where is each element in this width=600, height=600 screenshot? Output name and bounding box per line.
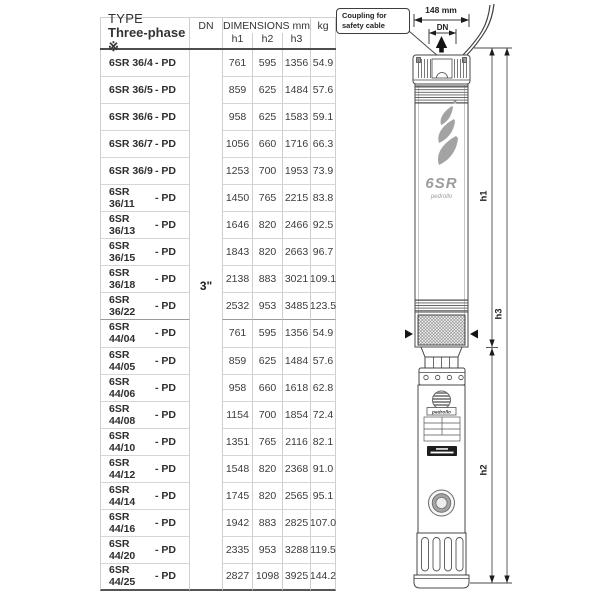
bolt-icon <box>436 375 440 379</box>
width-dimension-label: 148 mm <box>425 5 457 15</box>
h2-value: 765 <box>252 185 282 212</box>
kg-value: 107.0 <box>310 510 336 537</box>
h3-value: 2565 <box>282 483 310 510</box>
h3-value: 2368 <box>282 456 310 483</box>
pump-model-suffix: - PD <box>155 57 176 70</box>
pump-model-suffix: - PD <box>155 381 176 394</box>
h1-value: 1942 <box>222 510 252 537</box>
pump-model: 6SR 44/08 <box>109 402 136 427</box>
pump-model-suffix: - PD <box>155 408 176 421</box>
pump-model: 6SR 44/04 <box>109 321 136 346</box>
kg-value: 82.1 <box>310 429 336 456</box>
h2-value: 820 <box>252 239 282 266</box>
h3-value: 1484 <box>282 348 310 375</box>
h1-value: 1450 <box>222 185 252 212</box>
intake-arrow-right-icon <box>470 330 478 339</box>
kg-value: 83.8 <box>310 185 336 212</box>
h1-value: 1154 <box>222 402 252 429</box>
h2-value: 700 <box>252 158 282 185</box>
kg-value: 119.5 <box>310 537 336 564</box>
bolt-icon <box>459 375 463 379</box>
h2-value: 953 <box>252 537 282 564</box>
kg-value: 54.9 <box>310 50 336 77</box>
pump-model: 6SR 36/9 <box>109 165 153 178</box>
kg-value: 123.5 <box>310 293 336 320</box>
h1-value: 1351 <box>222 429 252 456</box>
pump-model: 6SR 36/11 <box>109 186 135 211</box>
pump-model: 6SR 36/15 <box>109 240 136 265</box>
pump-model-suffix: - PD <box>155 327 176 340</box>
motor-emblem-icon <box>433 391 451 409</box>
pump-model: 6SR 36/4 <box>109 57 153 70</box>
pump-model-suffix: - PD <box>155 138 176 151</box>
h1-value: 2138 <box>222 266 252 293</box>
bolt-icon <box>424 375 428 379</box>
h1-value: 2827 <box>222 564 252 591</box>
kg-value: 144.2 <box>310 564 336 591</box>
h1-column-header: h1 <box>222 33 252 48</box>
h2-value: 660 <box>252 375 282 402</box>
h3-value: 2663 <box>282 239 310 266</box>
pump-model: 6SR 44/16 <box>109 510 136 535</box>
pump-model-suffix: - PD <box>155 246 176 259</box>
pump-model-suffix: - PD <box>155 273 176 286</box>
h3-dimension-label: h3 <box>493 308 505 320</box>
h2-value: 625 <box>252 348 282 375</box>
pump-model: 6SR 44/12 <box>109 456 136 481</box>
h3-value: 1356 <box>282 50 310 77</box>
type-label: TYPE <box>108 11 144 26</box>
discharge-arrow-icon <box>436 36 447 53</box>
h2-value: 883 <box>252 510 282 537</box>
pump-model: 6SR 36/22 <box>109 294 136 319</box>
pump-model-suffix: - PD <box>155 570 176 583</box>
h1-value: 1253 <box>222 158 252 185</box>
h2-value: 883 <box>252 266 282 293</box>
dn-column-header: DN <box>198 20 214 32</box>
h1-value: 761 <box>222 320 252 347</box>
height-dimensions <box>470 48 512 583</box>
pump-model-suffix: - PD <box>155 165 176 178</box>
warning-label <box>427 446 457 456</box>
kg-value: 109.1 <box>310 266 336 293</box>
pump-model: 6SR 36/13 <box>109 213 136 238</box>
pump-model: 6SR 44/10 <box>109 429 136 454</box>
kg-value: 57.6 <box>310 348 336 375</box>
h1-value: 958 <box>222 104 252 131</box>
h2-value: 595 <box>252 50 282 77</box>
coupling-note: Coupling for safety cable <box>336 8 410 34</box>
pump-model: 6SR 36/6 <box>109 111 153 124</box>
pump-model-suffix: - PD <box>155 192 176 205</box>
h2-value: 660 <box>252 131 282 158</box>
kg-value: 96.7 <box>310 239 336 266</box>
h2-value: 820 <box>252 456 282 483</box>
brand-logo-text: pedrollo <box>430 194 453 200</box>
pump-model-suffix: - PD <box>155 219 176 232</box>
h2-column-header: h2 <box>252 33 282 48</box>
h3-value: 1583 <box>282 104 310 131</box>
h2-value: 625 <box>252 104 282 131</box>
h3-value: 3925 <box>282 564 310 591</box>
pump-model: 6SR 44/06 <box>109 375 136 400</box>
h3-column-header: h3 <box>282 33 310 48</box>
h1-value: 1745 <box>222 483 252 510</box>
kg-value: 72.4 <box>310 402 336 429</box>
h2-dimension-label: h2 <box>478 464 490 476</box>
kg-column-header: kg <box>310 18 336 48</box>
inlet-port <box>429 490 455 516</box>
vent-slot <box>456 538 463 572</box>
h3-value: 3288 <box>282 537 310 564</box>
h1-value: 761 <box>222 50 252 77</box>
dn-dimension-label: DN <box>436 23 449 32</box>
vent-slot <box>433 538 440 572</box>
h3-value: 2215 <box>282 185 310 212</box>
pump-model-suffix: - PD <box>155 300 176 313</box>
h3-value: 2116 <box>282 429 310 456</box>
motor-nameplate <box>424 417 460 441</box>
pump-model-suffix: - PD <box>155 543 176 556</box>
h3-value: 1716 <box>282 131 310 158</box>
h1-value: 958 <box>222 375 252 402</box>
h1-value: 1548 <box>222 456 252 483</box>
pump-model-suffix: - PD <box>155 462 176 475</box>
kg-value: 59.1 <box>310 104 336 131</box>
h1-value: 859 <box>222 77 252 104</box>
kg-value: 54.9 <box>310 320 336 347</box>
h3-value: 1953 <box>282 158 310 185</box>
three-phase-label: Three-phase ※ <box>108 25 186 54</box>
kg-value: 91.0 <box>310 456 336 483</box>
h3-value: 2466 <box>282 212 310 239</box>
h1-value: 2532 <box>222 293 252 320</box>
pump-model-suffix: - PD <box>155 84 176 97</box>
vent-slot <box>422 538 429 572</box>
h2-value: 700 <box>252 402 282 429</box>
drop-cable <box>460 4 494 58</box>
motor-brand-text: pedrollo <box>432 410 451 416</box>
dimensions-column-header: DIMENSIONS mm <box>223 20 310 32</box>
kg-value: 62.8 <box>310 375 336 402</box>
h1-value: 1843 <box>222 239 252 266</box>
dn-value: 3" <box>190 279 222 293</box>
h3-value: 1618 <box>282 375 310 402</box>
h3-value: 1484 <box>282 77 310 104</box>
pump-model-suffix: - PD <box>155 354 176 367</box>
h1-value: 1056 <box>222 131 252 158</box>
h1-value: 2335 <box>222 537 252 564</box>
h1-value: 859 <box>222 348 252 375</box>
pump-model: 6SR 36/18 <box>109 267 136 292</box>
pump-model: 6SR 44/14 <box>109 483 136 508</box>
kg-value: 95.1 <box>310 483 336 510</box>
pump-model-suffix: - PD <box>155 435 176 448</box>
h2-value: 820 <box>252 212 282 239</box>
pump-model: 6SR 44/20 <box>109 537 136 562</box>
h2-value: 1098 <box>252 564 282 591</box>
pump-model-suffix: - PD <box>155 489 176 502</box>
intake-arrow-left-icon <box>405 330 413 339</box>
pump-model: 6SR 44/05 <box>109 348 136 373</box>
h3-value: 3485 <box>282 293 310 320</box>
h3-value: 1854 <box>282 402 310 429</box>
h1-value: 1646 <box>222 212 252 239</box>
pump-model-suffix: - PD <box>155 516 176 529</box>
h3-value: 2825 <box>282 510 310 537</box>
kg-value: 92.5 <box>310 212 336 239</box>
pump-model: 6SR 36/5 <box>109 84 153 97</box>
pump-model: 6SR 44/25 <box>109 564 136 589</box>
h3-value: 3021 <box>282 266 310 293</box>
h3-value: 1356 <box>282 320 310 347</box>
h2-value: 765 <box>252 429 282 456</box>
vent-slot <box>445 538 452 572</box>
h2-value: 953 <box>252 293 282 320</box>
kg-value: 66.3 <box>310 131 336 158</box>
pump-model-suffix: - PD <box>155 111 176 124</box>
h1-dimension-label: h1 <box>478 190 490 202</box>
h2-value: 595 <box>252 320 282 347</box>
h2-value: 625 <box>252 77 282 104</box>
kg-value: 57.6 <box>310 77 336 104</box>
pump-model: 6SR 36/7 <box>109 138 153 151</box>
bolt-icon <box>447 375 451 379</box>
pump-series-logo: 6SR <box>425 175 458 192</box>
kg-value: 73.9 <box>310 158 336 185</box>
h2-value: 820 <box>252 483 282 510</box>
